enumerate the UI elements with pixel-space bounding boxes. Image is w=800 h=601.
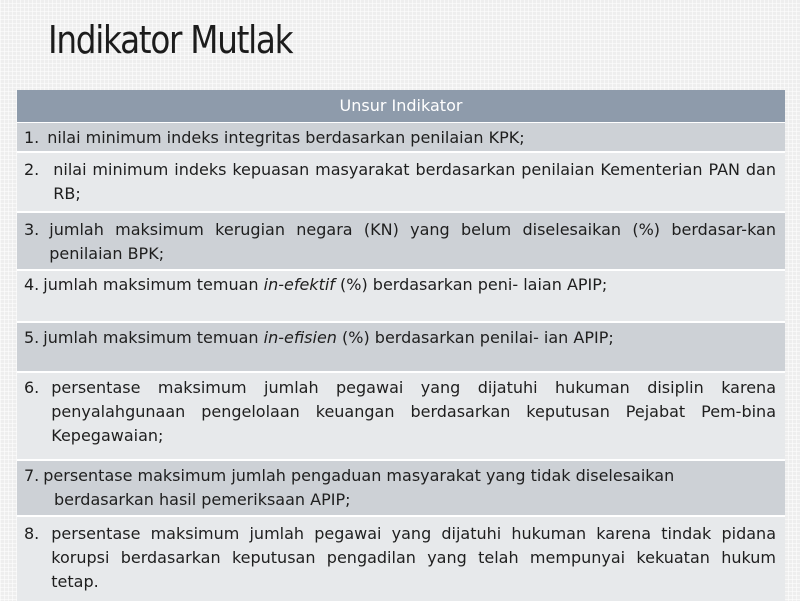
row-number: 3.	[24, 220, 40, 239]
italic-term: in-efisien	[263, 328, 337, 347]
table-row-4	[17, 271, 785, 323]
row-text: jumlah maksimum kerugian negara (KN) yang belum diselesaikan (%) berdasar-kan penilaian BPK;	[49, 220, 776, 263]
row-number: 8.	[24, 524, 40, 543]
row-text: nilai minimum indeks kepuasan masyarakat berdasarkan penilaian Kementerian PAN dan RB;	[53, 160, 776, 203]
row-number: 4.	[24, 275, 40, 294]
row-text: nilai minimum indeks integritas berdasarkan penilaian KPK;	[47, 128, 525, 147]
row-number: 1.	[24, 128, 40, 147]
italic-term: in-efektif	[263, 275, 335, 294]
row-number: 7.	[24, 466, 40, 485]
table-row-7	[17, 461, 785, 517]
row-number: 5.	[24, 328, 40, 347]
table-row-3	[17, 213, 785, 271]
row-number: 6.	[24, 378, 40, 397]
table-row-1	[17, 123, 785, 153]
table-row-8	[17, 517, 785, 601]
row-text: persentase maksimum jumlah pegawai yang dijatuhi hukuman karena tindak pidana korupsi berdasarkan keputusan pengadilan yang telah mempunyai kekuatan hukum tetap.	[51, 524, 776, 591]
table-row-6	[17, 373, 785, 461]
table-row-5	[17, 323, 785, 373]
table-header: Unsur Indikator	[17, 90, 785, 123]
row-text: persentase maksimum jumlah pegawai yang dijatuhi hukuman disiplin karena penyalahgunaan pengelolaan keuangan berdasarkan keputusan Pejabat Pem-bina Kepegawaian;	[51, 378, 776, 445]
row-text: jumlah maksimum temuan in-efektif (%) berdasarkan peni- laian APIP;	[43, 275, 608, 294]
row-text: jumlah maksimum temuan in-efisien (%) berdasarkan penilai- ian APIP;	[43, 328, 614, 347]
row-text-continuation: berdasarkan hasil pemeriksaan APIP;	[54, 490, 351, 509]
row-text: persentase maksimum jumlah pengaduan masyarakat yang tidak diselesaikan	[43, 466, 675, 485]
row-number: 2.	[24, 160, 40, 179]
slide-title: Indikator Mutlak	[48, 18, 293, 62]
table-row-2	[17, 153, 785, 213]
indicator-table	[17, 90, 785, 601]
